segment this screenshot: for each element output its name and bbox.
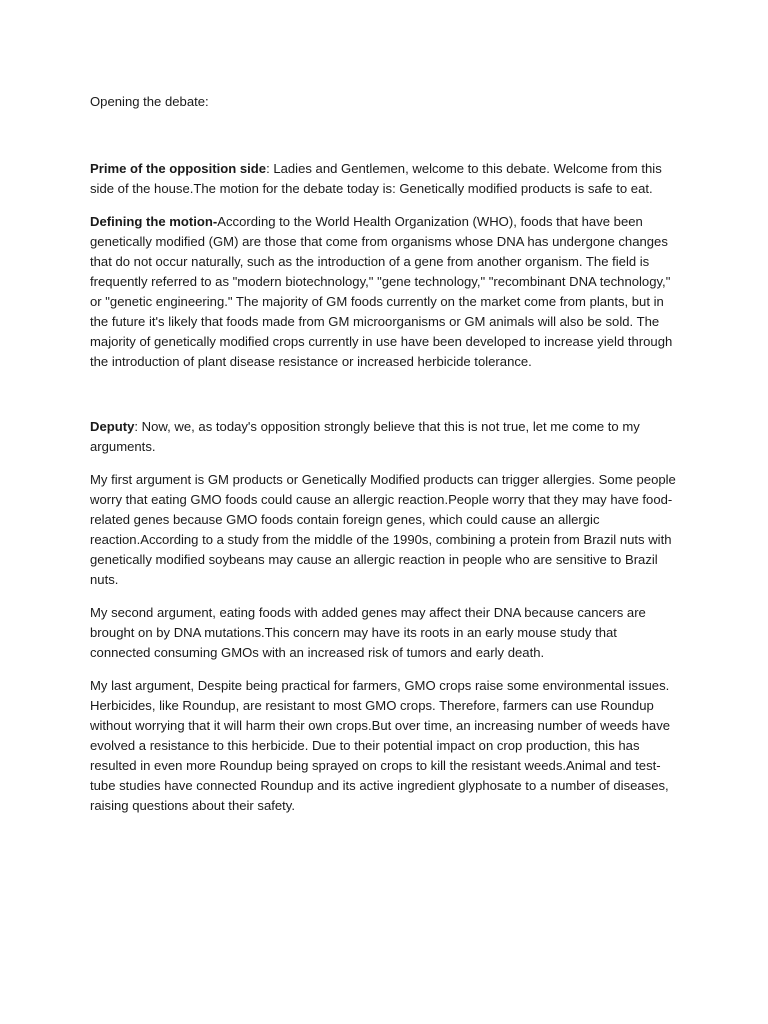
defining-text: According to the World Health Organization (WHO), foods that have been genetically modified (GM) are those that come from organisms whose DNA has undergone changes that do not occur naturally, such as the introduction of a gene from another organism. The field is frequently referred to as "modern biotechnology," "gene technology," "recombinant DNA technology," or "genetic engineering." The majority of GM foods currently on the market come from plants, but in the future it's likely that foods made from GM microorganisms or GM animals will also be sold. The majority of genetically modified crops currently in use have been developed to increase yield through the introduction of plant disease resistance or increased herbicide tolerance.: [90, 214, 673, 369]
argument-2-paragraph: My second argument, eating foods with added genes may affect their DNA because cancers are brought on by DNA mutations.This concern may have its roots in an early mouse study that connected consuming GMOs with an increased risk of tumors and early death.: [90, 605, 646, 660]
argument-1-paragraph: My first argument is GM products or Genetically Modified products can trigger allergies. Some people worry that eating GMO foods could cause an allergic reaction.People worry that they may have food-related genes because GMO foods contain foreign genes, which could cause an allergic reaction.According to a study from the middle of the 1990s, combining a protein from Brazil nuts with genetically modified soybeans may cause an allergic reaction in people who are sensitive to Brazil nuts.: [90, 472, 676, 587]
deputy-text: : Now, we, as today's opposition strongly believe that this is not true, let me come to my arguments.: [90, 419, 640, 454]
argument-3-paragraph: My last argument, Despite being practical for farmers, GMO crops raise some environmental issues. Herbicides, like Roundup, are resistant to most GMO crops. Therefore, farmers can use Roundup without worrying that it will harm their own crops.But over time, an increasing number of weeds have evolved a resistance to this herbicide. Due to their potential impact on crop production, this has resulted in even more Roundup being sprayed on crops to kill the resistant weeds.Animal and test-tube studies have connected Roundup and its active ingredient glyphosate to a number of diseases, raising questions about their safety.: [90, 678, 671, 813]
deputy-paragraph: [90, 417, 680, 457]
deputy-label: Deputy: [90, 419, 135, 434]
opening-heading: Opening the debate:: [90, 94, 209, 109]
prime-paragraph: [90, 159, 680, 199]
prime-label: Prime of the opposition side: [90, 161, 267, 176]
defining-label: Defining the motion-: [90, 214, 218, 229]
prime-text: : Ladies and Gentlemen, welcome to this debate. Welcome from this side of the house.The motion for the debate today is: Genetically modified products is safe to eat.: [90, 161, 662, 196]
document-body: [90, 92, 680, 829]
defining-paragraph: [90, 212, 680, 372]
